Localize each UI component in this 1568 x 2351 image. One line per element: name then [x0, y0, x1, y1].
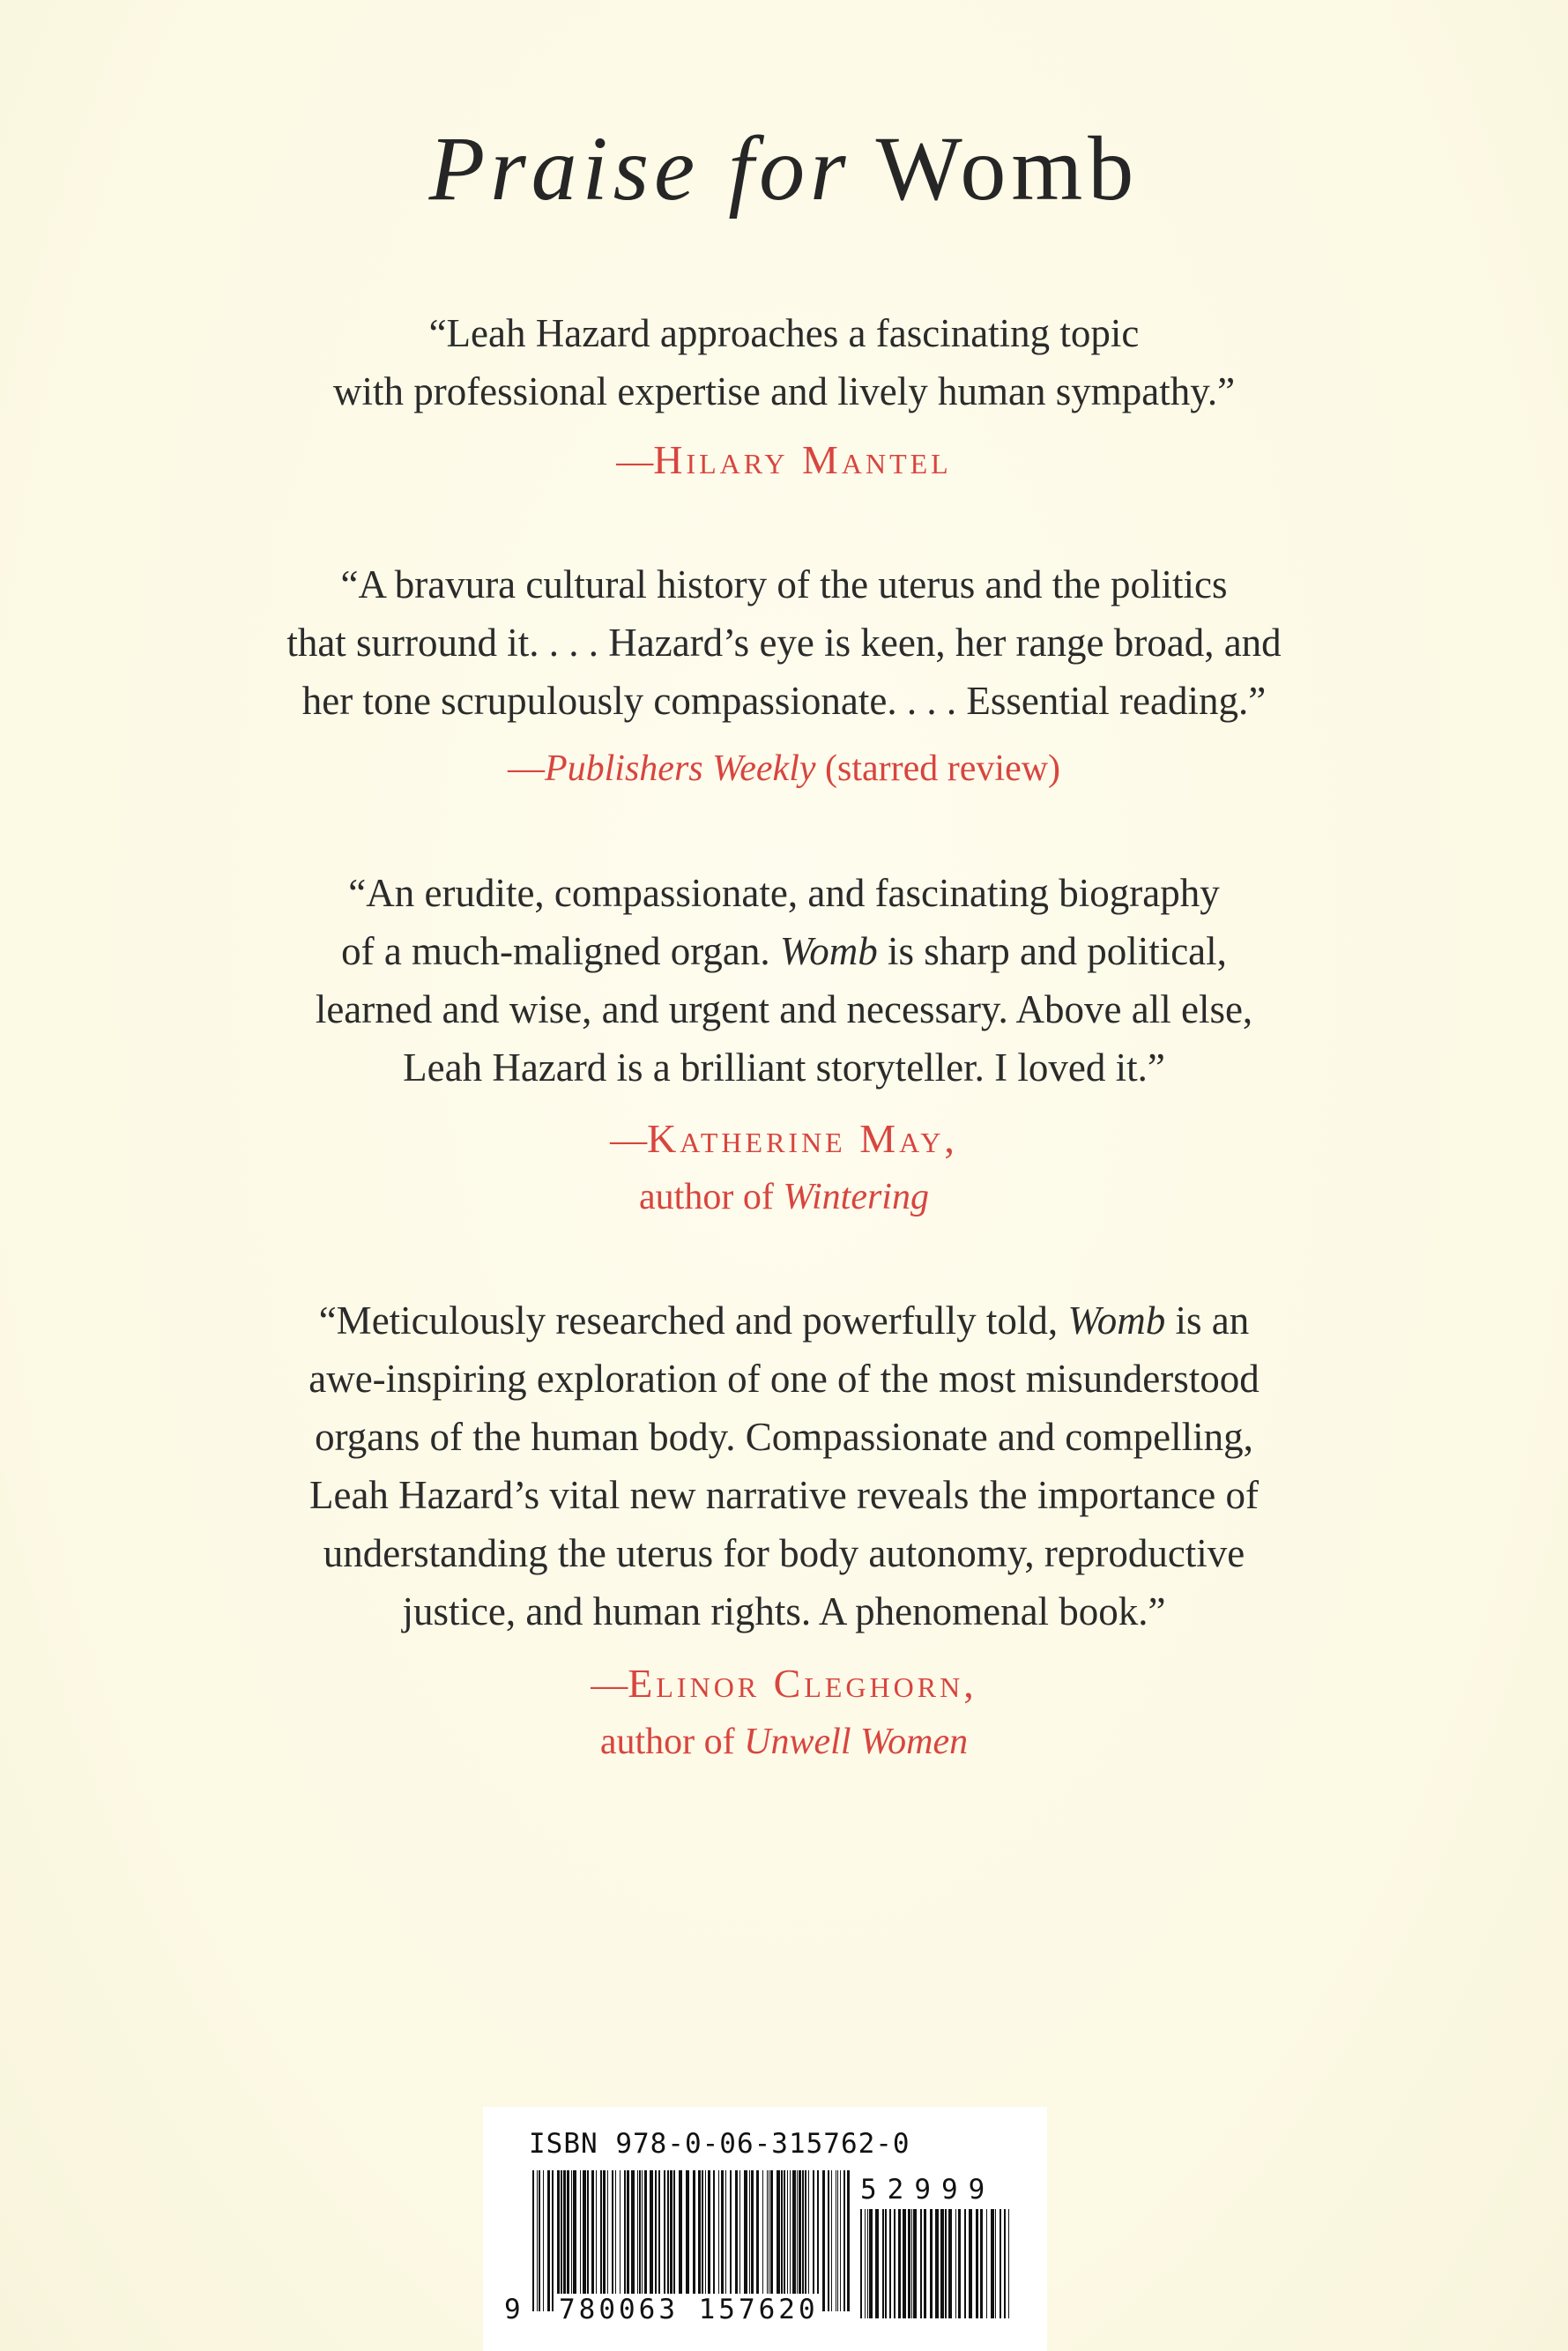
quote-line: her tone scrupulously compassionate. . . . Essential reading.” — [301, 679, 1267, 723]
barcode-addon-bars-icon — [860, 2209, 1012, 2318]
attribution-work: Unwell Women — [744, 1722, 969, 1762]
quote-line: “An erudite, compassionate, and fascinating biography — [348, 871, 1220, 915]
quote-2 — [0, 555, 1568, 730]
isbn-label: ISBN 978-0-06-315762-0 — [529, 2128, 910, 2160]
title-book-name: Womb — [875, 118, 1140, 219]
attribution-work: Wintering — [783, 1177, 929, 1217]
quote-line: with professional expertise and lively human sympathy.” — [332, 369, 1236, 413]
attribution-2: —Publishers Weekly (starred review) — [507, 748, 1061, 789]
quote-4 — [0, 1291, 1568, 1640]
quote-line: Leah Hazard is a brilliant storyteller. I loved it.” — [403, 1045, 1165, 1090]
quote-line: organs of the human body. Compassionate and compelling, — [315, 1415, 1253, 1459]
isbn-barcode — [483, 2107, 1047, 2351]
price-code: 52999 — [860, 2174, 996, 2206]
quote-3 — [0, 864, 1568, 1097]
attribution-name: Elinor Cleghorn, — [628, 1661, 977, 1706]
ean-digits: 780063 157620 — [555, 2294, 822, 2325]
quote-line: learned and wise, and urgent and necessary. Above all else, — [315, 987, 1253, 1031]
attribution-4: —Elinor Cleghorn, author of Unwell Women — [591, 1661, 977, 1762]
ean-lead-digit: 9 — [504, 2294, 521, 2325]
attribution-3: —Katherine May, author of Wintering — [610, 1116, 958, 1217]
quote-line: justice, and human rights. A phenomenal book.” — [402, 1589, 1166, 1633]
barcode-bars-icon — [532, 2170, 851, 2311]
quote-line: “Meticulously researched and powerfully told, Womb is an — [318, 1298, 1250, 1343]
attribution-name: Katherine May, — [647, 1116, 958, 1161]
quote-1 — [0, 304, 1568, 420]
attribution-note: (starred review) — [815, 748, 1061, 789]
quote-line: understanding the uterus for body autonomy, reproductive — [323, 1531, 1245, 1575]
quote-line: Leah Hazard’s vital new narrative reveals the importance of — [309, 1473, 1259, 1517]
quote-line: awe-inspiring exploration of one of the most misunderstood — [308, 1357, 1260, 1401]
page-title — [0, 118, 1568, 219]
quote-line: “A bravura cultural history of the uterus and the politics — [340, 562, 1228, 606]
quote-line: that surround it. . . . Hazard’s eye is keen, her range broad, and — [286, 621, 1282, 665]
quote-line: of a much-maligned organ. Womb is sharp and political, — [341, 929, 1227, 973]
attribution-publication: Publishers Weekly — [544, 748, 816, 789]
attribution-name: Hilary Mantel — [653, 437, 952, 482]
quote-line: “Leah Hazard approaches a fascinating topic — [428, 311, 1140, 355]
title-praise-for: Praise for — [428, 118, 851, 219]
attribution-1: —Hilary Mantel — [616, 437, 952, 482]
